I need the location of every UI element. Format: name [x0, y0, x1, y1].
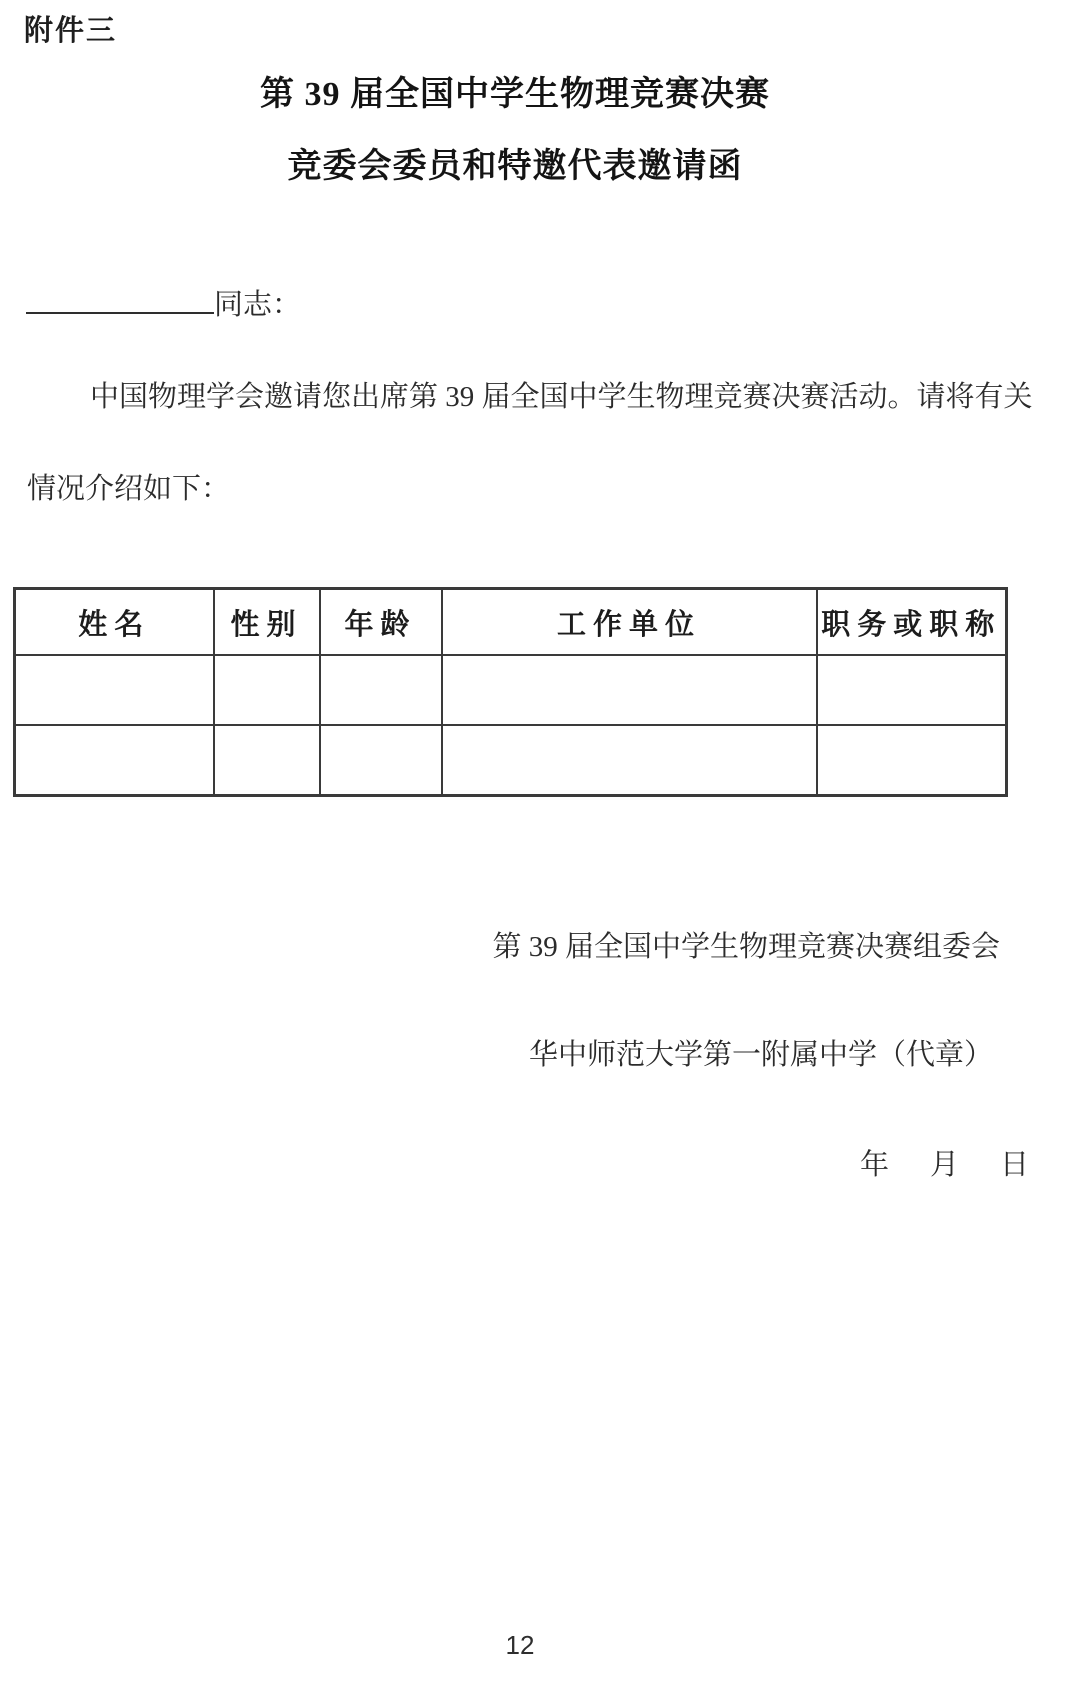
attachment-label: 附件三 — [24, 15, 118, 47]
cell-name — [15, 655, 214, 725]
header-work-unit: 工作单位 — [442, 589, 817, 656]
document-title-line1: 第 39 届全国中学生物理竞赛决赛 — [260, 76, 770, 113]
attendee-info-table — [13, 587, 1008, 797]
header-position-title: 职务或职称 — [817, 589, 1007, 656]
salutation-blank-underline — [26, 282, 214, 314]
cell-age — [320, 725, 442, 796]
document-title-line2: 竞委会委员和特邀代表邀请函 — [287, 148, 743, 185]
cell-gender — [214, 655, 320, 725]
header-name: 姓名 — [15, 589, 214, 656]
body-paragraph-line1: 中国物理学会邀请您出席第 39 届全国中学生物理竞赛决赛活动。请将有关 — [90, 381, 1033, 413]
signature-organizing-committee: 第 39 届全国中学生物理竞赛决赛组委会 — [492, 931, 1000, 963]
cell-name — [15, 725, 214, 796]
body-paragraph-line2: 情况介绍如下： — [27, 473, 231, 505]
table-empty-row — [15, 655, 1007, 725]
page-number: 12 — [505, 1630, 535, 1660]
header-age: 年龄 — [320, 589, 442, 656]
table-empty-row — [15, 725, 1007, 796]
cell-position-title — [817, 725, 1007, 796]
date-line: 年 月 日 — [859, 1149, 1035, 1181]
cell-position-title — [817, 655, 1007, 725]
salutation-line — [26, 282, 301, 323]
cell-work-unit — [442, 725, 817, 796]
cell-work-unit — [442, 655, 817, 725]
salutation-suffix: 同志： — [214, 289, 302, 321]
cell-age — [320, 655, 442, 725]
signature-school-seal: 华中师范大学第一附属中学（代章） — [528, 1039, 993, 1071]
cell-gender — [214, 725, 320, 796]
table-header-row — [15, 589, 1007, 656]
header-gender: 性别 — [214, 589, 320, 656]
